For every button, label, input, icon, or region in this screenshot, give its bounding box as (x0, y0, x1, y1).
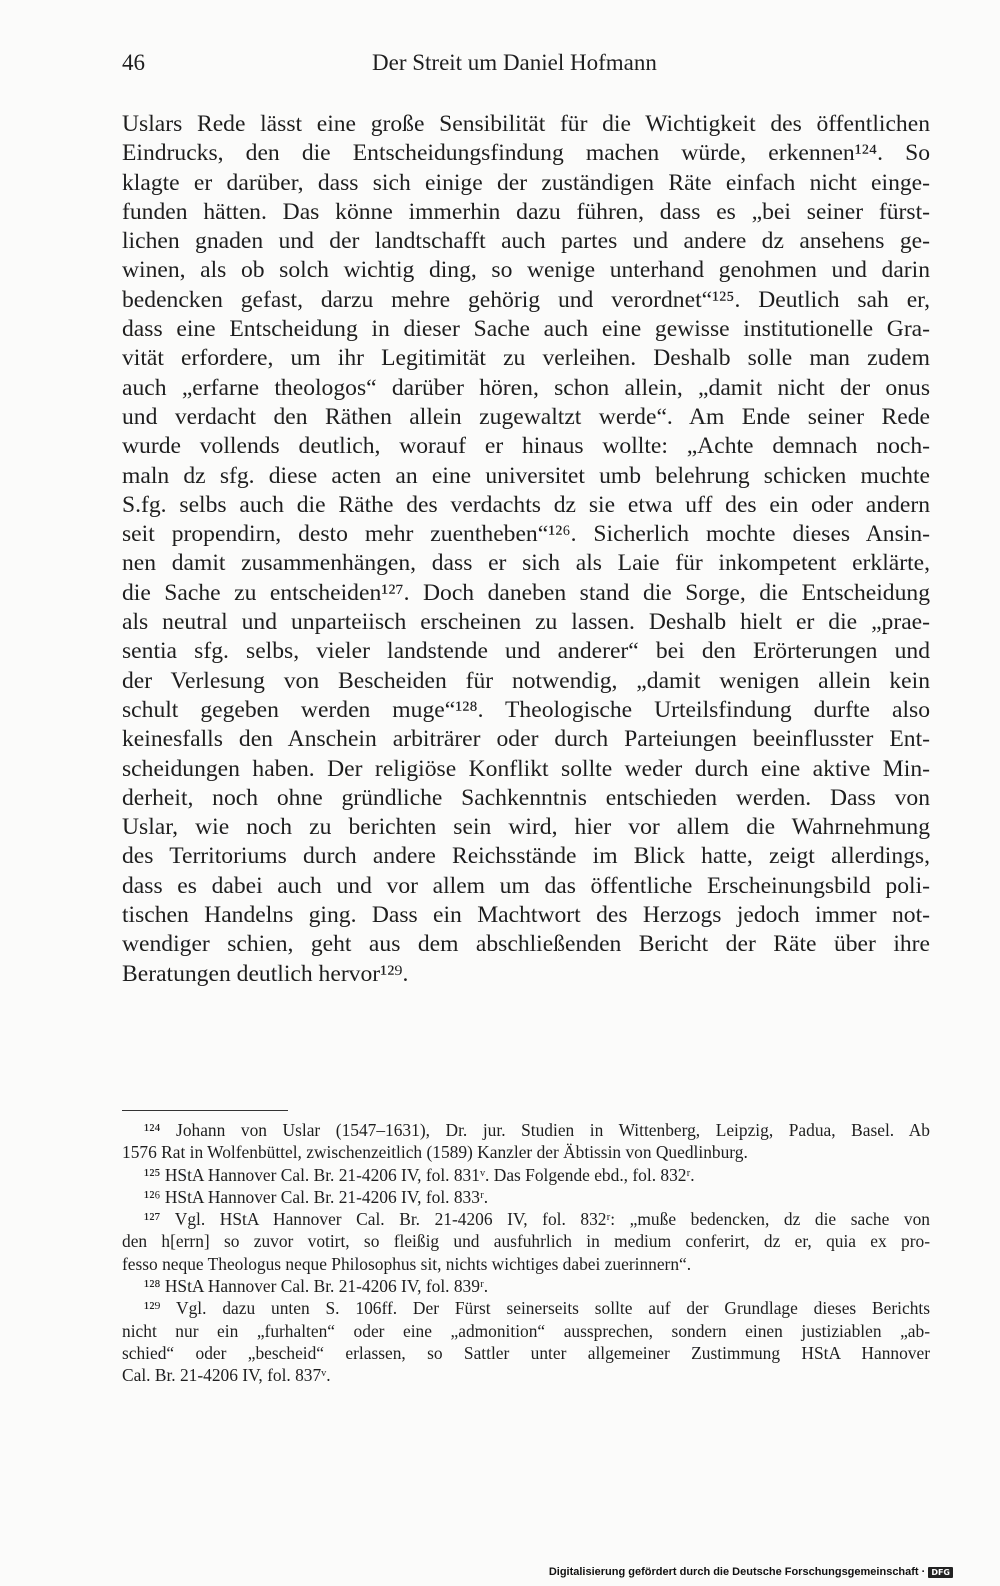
body-line: auch „erfarne theologos“ darüber hören, schon allein, „damit nicht der onus (122, 374, 930, 401)
body-line: seit propendirn, desto mehr zuentheben“¹²⁶. Sicherlich mochte dieses Ansin- (122, 521, 930, 548)
footnote-line: ¹²⁴ Johann von Uslar (1547–1631), Dr. jur. Studien in Wittenberg, Leipzig, Padua, Basel. Ab (144, 1120, 930, 1140)
body-line: S.fg. selbs auch die Räthe des verdachts dz sie etwa uff des ein oder andern (122, 491, 930, 518)
body-line: scheidungen haben. Der religiöse Konflikt sollte weder durch eine aktive Min- (122, 755, 930, 782)
body-line: die Sache zu entscheiden¹²⁷. Doch daneben stand die Sorge, die Entscheidung (122, 579, 930, 606)
body-line: vität erfordere, um ihr Legitimität zu verleihen. Deshalb solle man zudem (122, 345, 930, 372)
body-line: wendiger schien, geht aus dem abschließenden Bericht der Räte über ihre (122, 931, 930, 958)
body-line: winen, als ob solch wichtig ding, so wenige unterhand genohmen und darin (122, 257, 930, 284)
body-line: funden hätten. Das könne immerhin dazu führen, dass es „bei seiner fürst- (122, 198, 930, 225)
body-line: des Territoriums durch andere Reichsstände im Blick hatte, zeigt allerdings, (122, 843, 930, 870)
footnote-line: 1576 Rat in Wolfenbüttel, zwischenzeitlich (1589) Kanzler der Äbtissin von Quedlinburg. (122, 1142, 748, 1163)
body-line: schult gegeben werden muge“¹²⁸. Theologische Urteilsfindung durfte also (122, 696, 930, 723)
body-line: nen damit zusammenhängen, dass er sich als Laie für inkompetent erklärte, (122, 550, 930, 577)
body-line: keinesfalls den Anschein arbiträrer oder durch Parteiungen beeinflusster Ent- (122, 726, 930, 753)
body-line: lichen gnaden und der landtschafft auch partes und andere dz ansehens ge- (122, 228, 930, 255)
funding-credit: Digitalisierung gefördert durch die Deutsche Forschungsgemeinschaft · (548, 1566, 926, 1578)
body-line: klagte er darüber, dass sich einige der zuständigen Räte einfach nicht einge- (122, 169, 930, 196)
footnote-line: schied“ oder „bescheid“ erlassen, so Sattler unter allgemeiner Zustimmung HStA Hannover (122, 1342, 930, 1363)
body-line: sentia sfg. selbs, vieler landstende und anderer“ bei den Erörterungen und (122, 638, 930, 665)
body-line: bedencken gefast, darzu mehre gehörig und verordnet“¹²⁵. Deutlich sah er, (122, 286, 930, 313)
footnote-line: ¹²⁵ HStA Hannover Cal. Br. 21-4206 IV, fol. 831ᵛ. Das Folgende ebd., fol. 832ʳ. (144, 1164, 695, 1185)
footnote-line: ¹²⁹ Vgl. dazu unten S. 106ff. Der Fürst seinerseits sollte auf der Grundlage dieses Berichts (144, 1298, 930, 1319)
body-text (122, 110, 930, 989)
footnote-rule (122, 1110, 288, 1111)
digitization-footer (549, 1566, 953, 1578)
footnote-line: ¹²⁶ HStA Hannover Cal. Br. 21-4206 IV, fol. 833ʳ. (144, 1186, 489, 1207)
body-line: Beratungen deutlich hervor¹²⁹. (122, 960, 409, 987)
body-line: Eindrucks, den die Entscheidungsfindung machen würde, erkennen¹²⁴. So (122, 140, 930, 167)
footnote-line: nicht nur ein „furhalten“ oder eine „admonition“ aussprechen, sondern einen justiziablen „ab- (122, 1320, 930, 1341)
body-line: Uslar, wie noch zu berichten sein wird, hier vor allem die Wahrnehmung (122, 814, 930, 841)
page-number: 46 (122, 50, 145, 75)
body-line: tischen Handelns ging. Dass ein Machtwort des Herzogs jedoch immer not- (122, 902, 930, 929)
body-line: Uslars Rede lässt eine große Sensibilität für die Wichtigkeit des öffentlichen (122, 111, 930, 137)
footnote-line: Cal. Br. 21-4206 IV, fol. 837ᵛ. (122, 1365, 331, 1386)
footnotes (122, 1119, 930, 1387)
dfg-logo: DFG (928, 1567, 953, 1578)
body-line: derheit, noch ohne gründliche Sachkenntnis entschieden werden. Dass von (122, 784, 930, 811)
footnote-line: ¹²⁷ Vgl. HStA Hannover Cal. Br. 21-4206 IV, fol. 832ʳ: „muße bedencken, dz die sache von (144, 1209, 930, 1230)
footnote-line: den h[errn] so zuvor votirt, so fleißig und ausfuhrlich in medium conferirt, dz er, quia ex pro- (122, 1231, 930, 1252)
footnote-line: fesso neque Theologus neque Philosophus sit, nichts wichtiges dabei zuerinnern“. (122, 1253, 692, 1274)
body-line: der Verlesung von Bescheiden für notwendig, „damit wenigen allein kein (122, 667, 930, 694)
body-line: und verdacht den Räthen allein zugewaltzt werde“. Am Ende seiner Rede (122, 403, 930, 430)
body-line: wurde vollends deutlich, worauf er hinaus wollte: „Achte demnach noch- (122, 433, 930, 460)
body-line: dass eine Entscheidung in dieser Sache auch eine gewisse institutionelle Gra- (122, 316, 930, 343)
running-head: Der Streit um Daniel Hofmann (372, 50, 657, 75)
body-line: dass es dabei auch und vor allem um das öffentliche Erscheinungsbild poli- (122, 872, 930, 899)
body-line: als neutral und unparteiisch erscheinen zu lassen. Deshalb hielt er die „prae- (122, 609, 930, 636)
body-line: maln dz sfg. diese acten an eine universitet umb belehrung schicken muchte (122, 462, 930, 489)
footnote-line: ¹²⁸ HStA Hannover Cal. Br. 21-4206 IV, fol. 839ʳ. (144, 1276, 489, 1297)
